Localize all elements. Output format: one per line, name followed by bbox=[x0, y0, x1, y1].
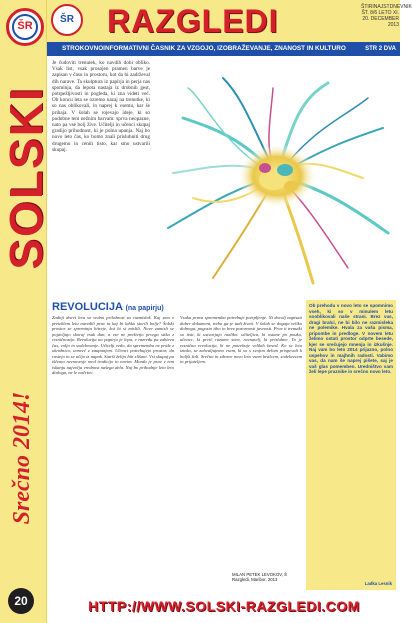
article-title-sub: (na papirju) bbox=[125, 305, 164, 312]
brand-vertical-title: SOLSKI bbox=[0, 86, 52, 270]
feather-sculpture-image bbox=[153, 58, 400, 296]
editorial-text: Ob prehodu v novo leto se spomnimo vseh, ki so v minulem letu sooblikovali naše strani. Brez vas, dragi bralci, ne bi bilo ne razmisleka ne polemike. Hvala za vaša pisma, pripombe in predloge. V novem letu želimo ostati prostor odprte besede, kjer se srečujejo mnenja in izkušnje. Naj vam bo leto 2014 prijazno, polno uspehov in majhnih radosti. Vabimo vas, da nam še naprej pišete, saj je vaš glas pomemben. Uredništvo vam želi lepe praznike in srečno novo leto. bbox=[309, 303, 393, 374]
issue-line-3: 20. DECEMBER 2013 bbox=[362, 16, 399, 28]
article-title bbox=[52, 300, 302, 316]
left-sidebar-strip bbox=[0, 0, 52, 623]
footer-bar bbox=[47, 592, 400, 623]
intro-article: Je čudoviti trenutek, ko navdih dobi obliko. Vsak list, vsak prosojen pramen barve je zapisan v času in prostoru, kot da bi zadrževal dih narave. Ta skulptura iz papirja in perja nas spominja, da lepota nastaja iz drobnih gest, potrpežljivosti in pogleda, ki zna videti več. Ob koncu leta se ozremo nazaj na trenutke, ki so nas oblikovali, in naprej k vsemu, kar še prihaja. V šolah se rojevajo ideje, ki so podobne tem nežnim barvam: sprva neopazne, nato pa vse bolj žive. Učitelji in učenci skupaj gradijo prihodnost, ki je polna upanja. Naj bo novo leto čas, ko bomo znali prisluhniti drug drugemu in ceniti tisto, kar smo ustvarili skupaj. bbox=[52, 60, 150, 153]
editorial-column bbox=[306, 300, 396, 590]
article-column-left: Zadnji dnevi leta so vedno priložnost za razmislek. Kaj smo v preteklem letu naredili prav in kaj bi lahko storili bolje? Šolski prostor se spreminja hitreje, kot bi si mislili. Nove zamisli se pojavljajo skoraj vsak dan, a vse ne preživijo prvega stika z resničnostjo. Revolucija na papirju je lepa, v razredu pa zahteva čas, voljo in sodelovanje. Učitelji vedo, da sprememba ne pride z okrožnico, temveč z zaupanjem. Učenci potrebujejo prostor, da rastejo in se učijo iz napak. Starši želijo biti slišani. Vsi skupaj pa iščemo ravnovesje med tradicijo in novim. Morda je prav v tem iskanju največja vrednost našega dela. Naj bo prihodnje leto leto dialoga, ne le načrtov. bbox=[52, 315, 174, 375]
new-year-greeting: Srečno 2014! bbox=[9, 391, 35, 525]
article-columns bbox=[52, 315, 302, 590]
issue-line-2: ŠT. 8/6 LETO XI. bbox=[361, 10, 399, 16]
feather-sculpture-illustration bbox=[153, 58, 400, 296]
article-title-main: REVOLUCIJA bbox=[52, 301, 123, 313]
article-column-right: Vsaka prava sprememba potrebuje potrpljenje. Ni dovolj napisati dober dokument, treba ga je tudi živeti. V šolah se dogaja veliko dobrega, pogosto tiho in brez pozornosti javnosti. Prav ti trenutki so tisti, ki ustvarjajo razliko: učiteljica, ki ostane po pouku, učenec, ki prvič razume snov, ravnatelj, ki prisluhne. To je resnična revolucija, ki ne potrebuje velikih besed. Ko se leto izteka, se zahvaljujemo vsem, ki so s svojim delom prispevali k boljši šoli. Srečno in zdravo novo leto vsem bralcem, sodelavcem in prijateljem. bbox=[180, 315, 302, 364]
masthead-title: RAZGLEDI bbox=[107, 3, 279, 39]
tagline: STROKOVNOINFORMATIVNI ČASNIK ZA VZGOJO, IZOBRAŽEVANJE, ZNANOST IN KULTURO bbox=[62, 45, 346, 52]
masthead-bar bbox=[47, 0, 412, 42]
main-article bbox=[52, 300, 302, 590]
editorial-signature: Ladka Lesnik bbox=[364, 580, 392, 586]
subheader-bar bbox=[47, 42, 400, 56]
logo-text: ŠR bbox=[17, 20, 33, 32]
issue-info bbox=[361, 4, 412, 38]
pages-label: STR 2 DVA bbox=[365, 46, 396, 52]
article-signature: MILAN PETEK LEVOKOV, Š Razgledi, Maribor, 2013 bbox=[232, 572, 288, 582]
masthead-logo bbox=[51, 4, 83, 36]
issue-line-1: ŠTIRINAJSTDNEVNIK bbox=[361, 4, 412, 10]
masthead-logo-text: ŠR bbox=[60, 14, 74, 25]
page-number: 20 bbox=[8, 588, 34, 614]
website-url-link[interactable]: HTTP://WWW.SOLSKI-RAZGLEDI.COM bbox=[88, 598, 360, 614]
logo-badge bbox=[6, 8, 44, 46]
